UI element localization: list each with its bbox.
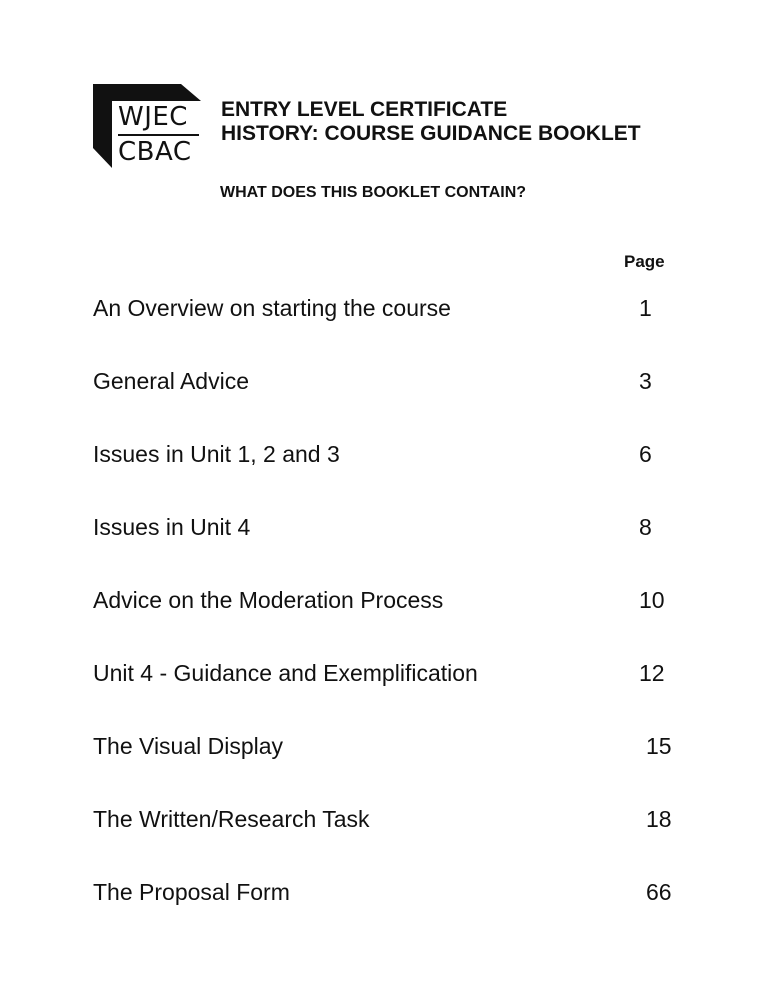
toc-label: An Overview on starting the course [93, 295, 451, 321]
toc-row [93, 806, 693, 836]
page-column-header: Page [624, 252, 665, 271]
title-line-2: HISTORY: COURSE GUIDANCE BOOKLET [221, 122, 641, 145]
toc-page-number: 1 [639, 295, 652, 321]
toc-page-number: 6 [639, 441, 652, 467]
toc-row [93, 368, 693, 398]
toc-label: General Advice [93, 368, 249, 394]
toc-page-number: 3 [639, 368, 652, 394]
logo-text-cbac: CBAC [118, 137, 192, 167]
toc-row [93, 441, 693, 471]
toc-row [93, 587, 693, 617]
logo-text-wjec: WJEC [118, 102, 188, 132]
toc-row [93, 733, 693, 763]
toc-page-number: 18 [646, 806, 672, 832]
toc-page-number: 15 [646, 733, 672, 759]
toc-label: Advice on the Moderation Process [93, 587, 444, 613]
toc-label: Issues in Unit 1, 2 and 3 [93, 441, 340, 467]
logo-divider [118, 134, 199, 136]
toc-label: Unit 4 - Guidance and Exemplification [93, 660, 478, 686]
toc-row [93, 514, 693, 544]
toc-label: The Visual Display [93, 733, 284, 759]
toc-row [93, 879, 693, 909]
toc-label: Issues in Unit 4 [93, 514, 251, 540]
toc-label: The Proposal Form [93, 879, 290, 905]
toc-page-number: 8 [639, 514, 652, 540]
toc-page-number: 66 [646, 879, 672, 905]
toc-page-number: 10 [639, 587, 665, 613]
toc-row [93, 660, 693, 690]
toc-label: The Written/Research Task [93, 806, 370, 832]
toc-row [93, 295, 693, 325]
toc-page-number: 12 [639, 660, 665, 686]
title-line-1: ENTRY LEVEL CERTIFICATE [221, 98, 508, 121]
contents-heading: WHAT DOES THIS BOOKLET CONTAIN? [220, 184, 527, 201]
wjec-cbac-logo [93, 84, 203, 168]
document-title [221, 98, 641, 146]
